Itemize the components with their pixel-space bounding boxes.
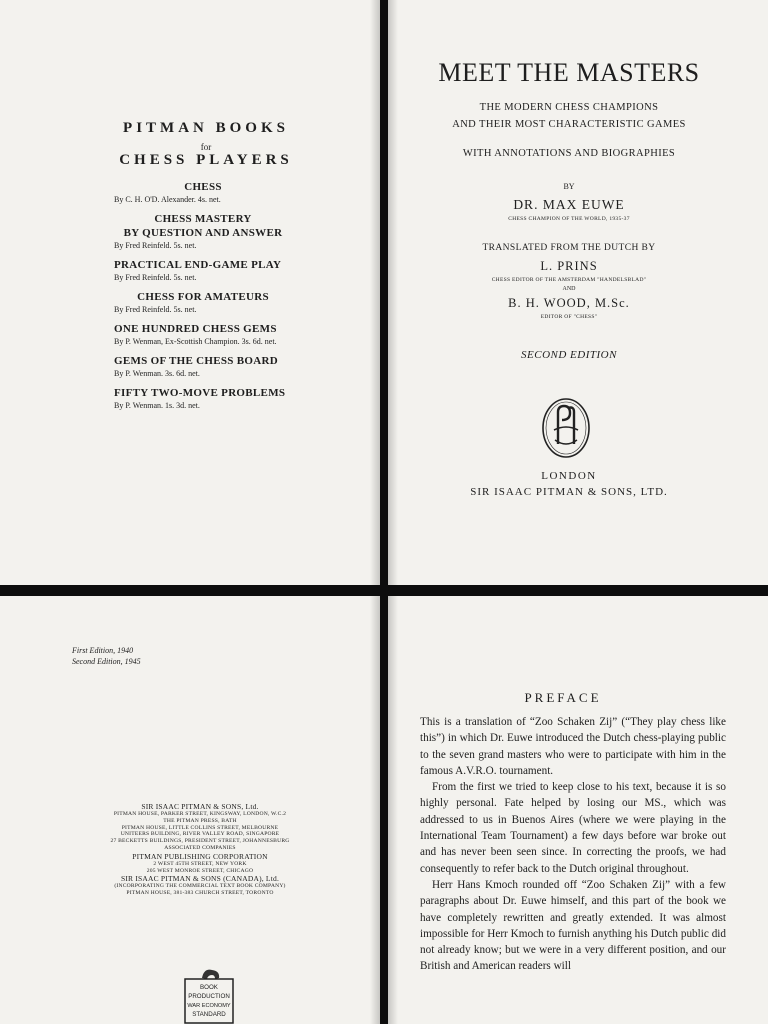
first-edition-line: First Edition, 1940 (72, 646, 134, 655)
preface-heading: PREFACE (524, 690, 602, 705)
imprint-line: ASSOCIATED COMPANIES (164, 844, 236, 851)
book-entry-title: FIFTY TWO-MOVE PROBLEMS (114, 387, 286, 399)
and-label: AND (562, 286, 576, 292)
book-title: MEET THE MASTERS (438, 58, 700, 87)
book-entry-title: CHESS MASTERY BY QUESTION AND ANSWER (123, 213, 283, 239)
imprint-page (0, 596, 380, 1024)
imprint-line: (INCORPORATING THE COMMERCIAL TEXT BOOK COMPANY) (114, 883, 286, 890)
subtitle-line-1: THE MODERN CHESS CHAMPIONS (479, 102, 659, 113)
author-credential: CHESS CHAMPION OF THE WORLD, 1935-37 (508, 216, 630, 222)
preface-body (420, 714, 726, 975)
preface-page (388, 596, 768, 1024)
translator-name-1: L. PRINS (540, 259, 598, 273)
pitman-monogram-icon (540, 396, 592, 460)
imprint-line: PITMAN HOUSE, PARKER STREET, KINGSWAY, LONDON, W.C.2 (113, 811, 287, 817)
imprint-line: PITMAN HOUSE, 381-383 CHURCH STREET, TORONTO (126, 890, 274, 897)
badge-line-book: BOOK (200, 984, 218, 991)
book-entry (114, 386, 374, 411)
preface-paragraph: From the first we tried to keep close to his text, because it is so highly personal. Fate helped by losing our MS., which was addressed to us in Buenos Aires (where we were playing in the International Team Tournament) a few days before war broke out and has never been seen since. In correcting the proofs, we had consequently to refer back to the Dutch original throughout. (420, 781, 726, 875)
by-label: BY (563, 182, 575, 191)
imprint-line: UNITEERS BUILDING, RIVER VALLEY ROAD, SINGAPORE (120, 831, 280, 838)
book-entry-title: CHESS FOR AMATEURS (137, 291, 269, 303)
book-entry (114, 290, 374, 315)
imprint-line: 205 WEST MONROE STREET, CHICAGO (146, 867, 254, 874)
series-list-page (0, 0, 380, 585)
imprint-line: 2 WEST 45TH STREET, NEW YORK (153, 860, 247, 867)
series-title-line1: PITMAN BOOKS (123, 120, 289, 136)
book-entry-title: PRACTICAL END-GAME PLAY (114, 259, 282, 271)
book-entry-title: ONE HUNDRED CHESS GEMS (114, 323, 277, 335)
translated-by-label: TRANSLATED FROM THE DUTCH BY (482, 243, 656, 253)
book-list (114, 180, 374, 418)
book-entry-author: By P. Wenman. 1s. 3d. net. (114, 401, 200, 410)
book-entry (114, 322, 374, 347)
imprint-line: SIR ISAAC PITMAN & SONS, Ltd. (141, 802, 259, 811)
publisher-city: LONDON (541, 470, 597, 482)
book-entry (114, 180, 374, 205)
book-entry-title: GEMS OF THE CHESS BOARD (114, 355, 278, 367)
edition-label: SECOND EDITION (521, 349, 617, 361)
preface-paragraph: Herr Hans Kmoch rounded off “Zoo Schaken Zij” with a few paragraphs about Dr. Euwe himself, and this part of the book we have completely rewritten and greatly extended. It was almost impossible for Herr Kmoch to furnish anything his Dutch public did not already know; but we were in a very different position, and our British and American readers will (420, 878, 726, 973)
gutter-shadow (388, 596, 398, 1024)
subtitle-line-3: WITH ANNOTATIONS AND BIOGRAPHIES (462, 148, 676, 159)
badge-line-standard: STANDARD (192, 1011, 226, 1018)
imprint-line: PITMAN HOUSE, LITTLE COLLINS STREET, MELBOURNE (121, 824, 279, 831)
imprint-line: THE PITMAN PRESS, BATH (163, 817, 237, 824)
title-page (388, 0, 768, 585)
imprint-line: 27 BECKETTS BUILDINGS, PRESIDENT STREET, JOHANNESBURG (110, 838, 290, 845)
book-entry-author: By P. Wenman, Ex-Scottish Champion. 3s. 6d. net. (114, 337, 277, 346)
book-entry-author: By Fred Reinfeld. 5s. net. (114, 273, 197, 282)
publisher-imprint (0, 802, 380, 897)
second-edition-line: Second Edition, 1945 (72, 657, 141, 666)
preface-paragraph: This is a translation of “Zoo Schaken Zij” (“They play chess like this”) in which Dr. Euwe introduced the Dutch chess-playing public to the seven grand masters who were to participate with him in the famous A.V.R.O. tournament. (420, 716, 726, 777)
book-entry (114, 354, 374, 379)
book-entry-author: By Fred Reinfeld. 5s. net. (114, 241, 197, 250)
publisher-name: SIR ISAAC PITMAN & SONS, LTD. (470, 486, 668, 498)
book-entry-author: By P. Wenman. 3s. 6d. net. (114, 369, 200, 378)
translator-credential-1: CHESS EDITOR OF THE AMSTERDAM "HANDELSBLAD" (491, 277, 647, 283)
series-title-for: for (200, 142, 212, 152)
imprint-line: PITMAN PUBLISHING CORPORATION (132, 851, 268, 861)
series-title-line3: CHESS PLAYERS (119, 152, 293, 168)
translator-name-2: B. H. WOOD, M.Sc. (508, 296, 630, 310)
book-entry-author: By C. H. O'D. Alexander. 4s. net. (114, 195, 221, 204)
translator-credential-2: EDITOR OF "CHESS" (540, 314, 598, 320)
subtitle-line-2: AND THEIR MOST CHARACTERISTIC GAMES (452, 119, 686, 130)
book-entry (114, 212, 374, 251)
author-name: DR. MAX EUWE (513, 197, 625, 212)
book-entry (114, 258, 374, 283)
book-entry-title: CHESS (184, 181, 222, 193)
book-entry-author: By Fred Reinfeld. 5s. net. (114, 305, 197, 314)
lion-emblem-icon (182, 966, 236, 1024)
imprint-line: SIR ISAAC PITMAN & SONS (CANADA), Ltd. (120, 874, 280, 884)
badge-line-production: PRODUCTION (188, 993, 230, 1000)
badge-line-war-economy: WAR ECONOMY (187, 1003, 231, 1009)
